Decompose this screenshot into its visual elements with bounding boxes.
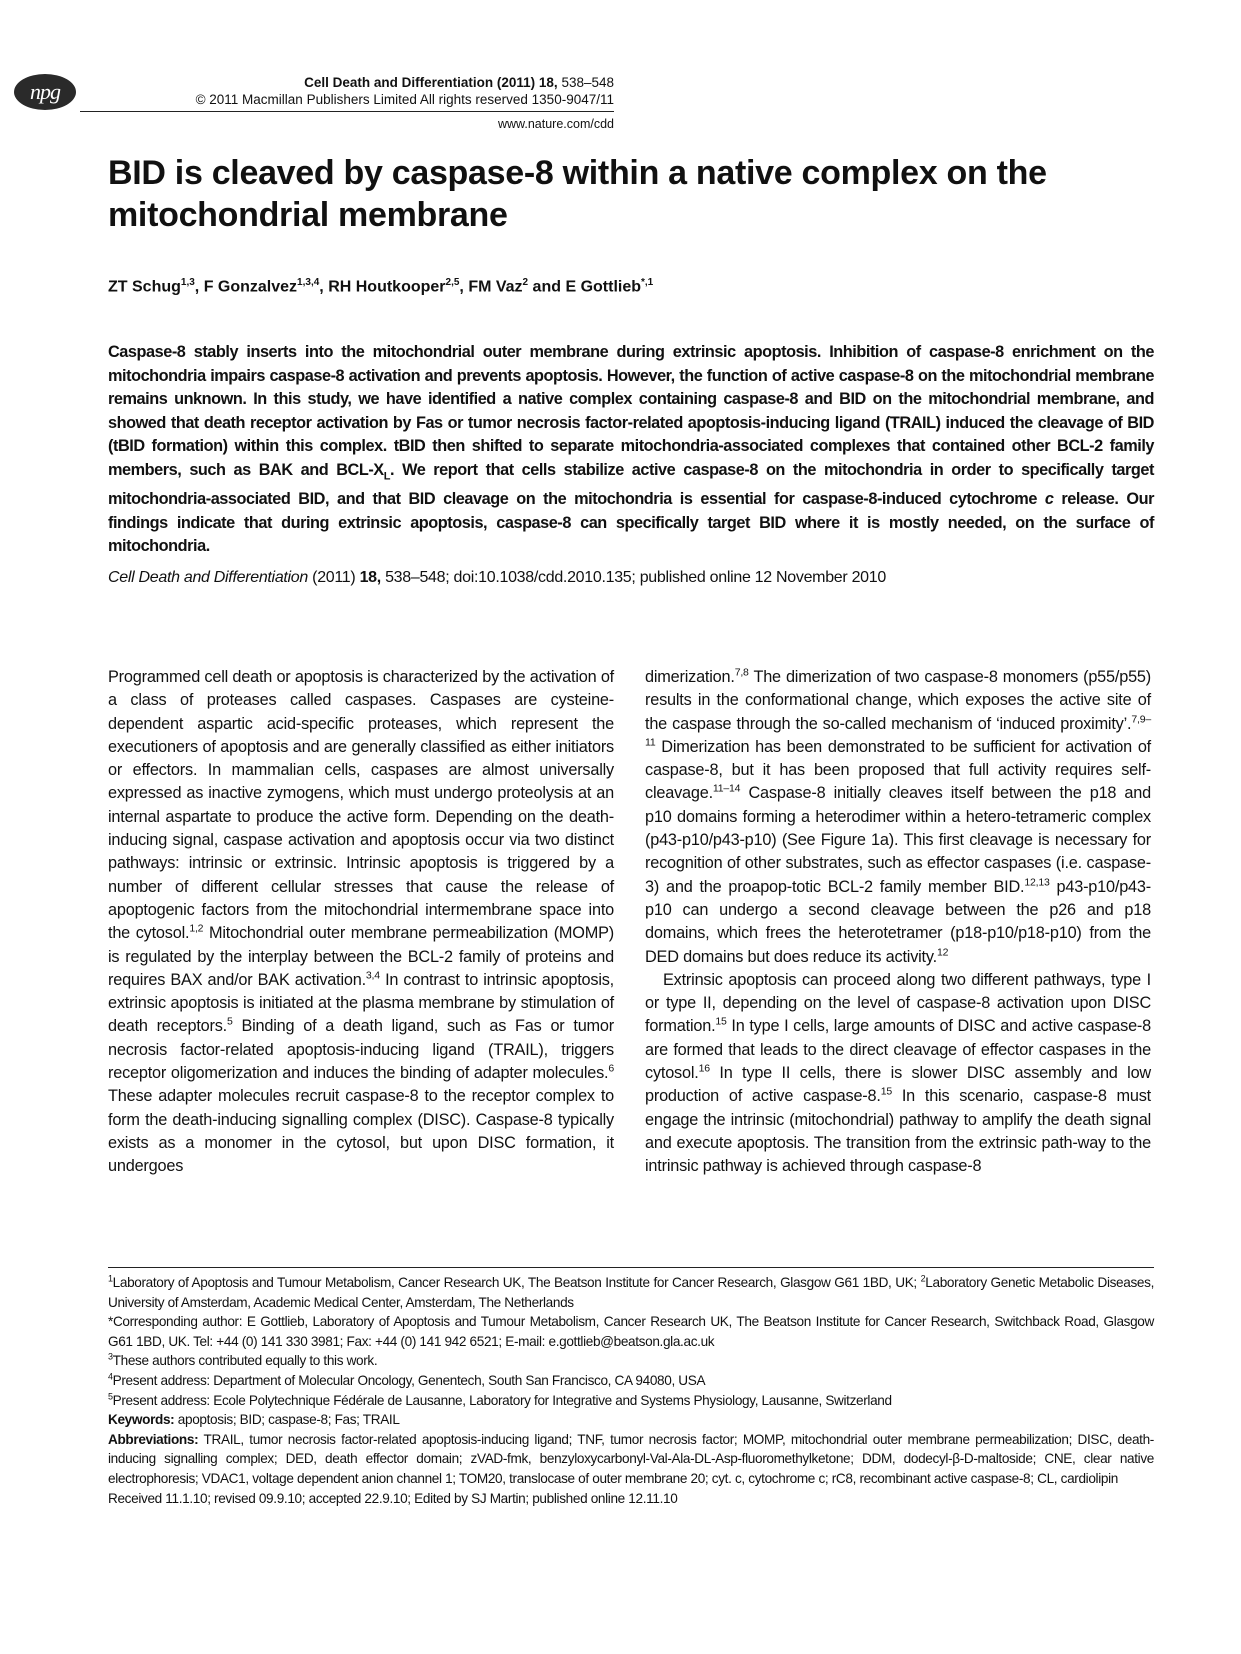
author-separator: , [459,278,469,296]
body-text: These adapter molecules recruit caspase-8 to the receptor complex to form the death-inducing signalling complex (DISC). Caspase-8 typically exists as a monomer in the cytosol, but upon DISC formation, it undergoes [108,1087,614,1176]
author-affiliation: 1,3 [180,277,195,288]
publisher-logo: npg [14,74,76,110]
citation-volume: 18, [359,569,381,586]
body-paragraph [645,969,1151,1179]
body-text: p43-p10/p43-p10 can undergo a second cleavage between the p26 and p18 domains, which frees the heterotetramer (p18-p10/p18-p10) from the DED domains but does reduce its activity. [645,877,1151,966]
journal-url[interactable]: www.nature.com/cdd [497,117,614,131]
reference-marker[interactable]: 3,4 [365,969,380,982]
body-text: Laboratory of Apoptosis and Tumour Metabolism, Cancer Research UK, The Beatson Institute for Cancer Research, Glasgow G61 1BD, UK; [112,1275,921,1290]
reference-marker[interactable]: 1,2 [189,922,204,935]
author-name: RH Houtkooper [328,278,446,296]
author-separator: , [319,278,329,296]
body-paragraph [108,666,614,1179]
footnote-marker: 4 [108,1371,113,1382]
copyright-line: © 2011 Macmillan Publishers Limited All rights reserved 1350-9047/11 [195,92,614,107]
citation-year: (2011) [308,569,360,586]
body-text: dimerization. [645,668,735,686]
journal-pages: 538–548 [561,75,614,90]
reference-marker[interactable]: 16 [698,1062,710,1075]
footnote-marker: 3 [108,1351,113,1362]
affiliations-note [108,1273,1154,1312]
reference-marker[interactable]: 15 [715,1016,727,1029]
body-text: Extrinsic apoptosis can proceed along two different pathways, type I or type II, depending on the level of caspase-8 activation upon DISC formation. [645,970,1151,1036]
reference-marker[interactable]: 15 [880,1085,892,1098]
reference-marker[interactable]: 2 [920,1273,926,1284]
body-text: Mitochondrial outer membrane permeabilization (MOMP) is regulated by the interplay between the BCL-2 family of proteins and requires BAX and/or BAK activation. [108,924,615,989]
footnote-text: Present address: Department of Molecular Oncology, Genentech, South San Francisco, CA 94080, USA [112,1372,706,1388]
body-text: Programmed cell death or apoptosis is characterized by the activation of a class of proteases called caspases. Caspases are cysteine-dependent aspartic acid-specific proteases, which represent the executioners of apoptosis and are generally classified as either initiators or effectors. In mammalian cells, caspases are almost universally expressed as inactive zymogens, which must undergo proteolysis at an internal aspartate to produce the active form. Depending on the death-inducing signal, caspase activation and apoptosis occur via two distinct pathways: intrinsic or extrinsic. Intrinsic apoptosis is triggered by a number of different cellular stresses that cause the release of apoptogenic factors from the mitochondrial intermembrane space into the cytosol. [108,668,614,943]
abstract-text-1: Caspase-8 stably inserts into the mitochondrial outer membrane during extrinsic apoptosis. Inhibition of caspase-8 enrichment on the mitochondria impairs caspase-8 activation and prevents apoptosis. However, the function of active caspase-8 on the mitochondrial membrane remains unknown. In this study, we have identified a native complex containing caspase-8 and BID on the mitochondrial membrane, and showed that death receptor activation by Fas or tumor necrosis factor-related apoptosis-inducing ligand (TRAIL) induced the cleavage of BID (tBID formation) within this complex. tBID then shifted to separate mitochondria-associated complexes that contained other BCL-2 family members, such as BAK and BCL-X [108,343,1154,479]
reference-marker[interactable]: 11–14 [712,783,741,796]
author-name: ZT Schug [108,278,181,296]
reference-marker[interactable]: 5 [226,1016,233,1029]
author-affiliation: 2 [522,277,529,288]
corresponding-author-note: *Corresponding author: E Gottlieb, Laboratory of Apoptosis and Tumour Metabolism, Cancer Research UK, The Beatson Institute for Cancer Research, Switchback Road, Glasgow G61 1BD, UK. Tel: +44 (0) 141 330 3981; Fax: +44 (0) 141 942 6521; E-mail: e.gottlieb@beatson.gla.ac.uk [108,1314,1154,1349]
journal-header [80,74,614,108]
author-name: F Gonzalvez [203,278,298,296]
body-text: In type II cells, there is slower DISC assembly and low production of active caspase-8. [645,1064,1151,1106]
footnotes [108,1273,1154,1508]
article-title: BID is cleaved by caspase-8 within a native complex on the mitochondrial membrane [108,154,1047,234]
reference-marker[interactable]: 7,8 [734,666,749,679]
author-separator: and [528,278,566,296]
body-column-right [645,666,1151,1179]
present-address-note [108,1391,1154,1411]
reference-marker[interactable]: 12,13 [1024,876,1050,889]
footnote-divider [108,1267,1154,1268]
reference-marker[interactable]: 12 [936,946,949,959]
present-address-note [108,1371,1154,1391]
abbreviations-text: TRAIL, tumor necrosis factor-related apoptosis-inducing ligand; TNF, tumor necrosis factor; MOMP, mitochondrial outer membrane permeabilization; DISC, death-inducing signalling complex; DED, death effector domain; zVAD-fmk, benzyloxycarbonyl-Val-Ala-DL-Asp-fluoromethylketone; DDM, dodecyl-β-D-maltoside; CNE, clear native electrophoresis; VDAC1, voltage dependent anion channel 1; TOM20, translocase of outer membrane 20; cyt. c, cytochrome c; rC8, recombinant active caspase-8; CL, cardiolipin [108,1431,1154,1486]
abstract-subscript: L [383,469,390,482]
equal-contribution-note [108,1351,1154,1371]
header-divider [80,111,614,112]
body-column-left [108,666,614,1179]
body-text: The dimerization of two caspase-8 monomers (p55/p55) results in the conformational change, which exposes the active site of the caspase through the so-called mechanism of ‘induced proximity’. [645,668,1151,733]
abbreviations [108,1430,1154,1489]
footnote-text: Present address: Ecole Polytechnique Fédérale de Lausanne, Laboratory for Integrative and Systems Physiology, Lausanne, Switzerland [112,1392,892,1408]
author-name: FM Vaz [468,278,523,296]
body-text: Laboratory Genetic Metabolic Diseases, University of Amsterdam, Academic Medical Center, Amsterdam, The Netherlands [108,1275,1155,1310]
citation-details: 538–548; doi:10.1038/cdd.2010.135; published online 12 November 2010 [380,569,886,586]
footnote-marker: 5 [108,1391,113,1402]
author-affiliation: 1,3,4 [297,277,320,288]
author-affiliation: 2,5 [445,277,460,288]
body-text: Dimerization has been demonstrated to be sufficient for activation of caspase-8, but it has been proposed that full activity requires self-cleavage. [645,737,1151,803]
body-text: Caspase-8 initially cleaves itself between the p18 and p10 domains forming a heterodimer within a hetero-tetrameric complex (p43-p10/p43-p10) (See Figure 1a). This first cleavage is necessary for recognition of other substrates, such as effector caspases (i.e. caspase-3) and the proapop-totic BCL-2 family member BID. [645,784,1151,896]
author-affiliation: *,1 [641,277,654,288]
abstract-text-3: release. Our findings indicate that during extrinsic apoptosis, caspase-8 can specifically target BID where it is mostly needed, on the surface of mitochondria. [108,490,1154,556]
keywords-label: Keywords: [108,1412,175,1428]
body-text: In contrast to intrinsic apoptosis, extrinsic apoptosis is initiated at the plasma membrane by stimulation of death receptors. [108,970,614,1036]
reference-marker[interactable]: 7,9–11 [645,713,1151,749]
reference-marker[interactable]: 6 [608,1062,614,1075]
citation-line [108,569,1154,587]
abbreviations-label: Abbreviations: [108,1431,199,1447]
author-list [108,277,1158,296]
footnote-text: These authors contributed equally to this work. [112,1353,378,1369]
received-dates: Received 11.1.10; revised 09.9.10; accepted 22.9.10; Edited by SJ Martin; published online 12.11.10 [108,1490,678,1506]
body-paragraph [645,666,1151,969]
abstract [108,341,1154,559]
keywords-text: apoptosis; BID; caspase-8; Fas; TRAIL [174,1412,400,1428]
author-name: E Gottlieb [565,278,642,296]
abstract-text-2: . We report that cells stabilize active caspase-8 on the mitochondria in order to specifically target mitochondria-associated BID, and that BID cleavage on the mitochondria is essential for caspase-8-induced cytochrome [108,460,1154,509]
author-separator: , [194,278,204,296]
citation-journal: Cell Death and Differentiation [108,569,309,586]
body-text: Binding of a death ligand, such as Fas or tumor necrosis factor-related apoptosis-inducing ligand (TRAIL), triggers receptor oligomerization and induces the binding of adapter molecules. [108,1017,614,1083]
body-text: In this scenario, caspase-8 must engage the intrinsic (mitochondrial) pathway to amplify the death signal and execute apoptosis. The transition from the extrinsic path-way to the intrinsic pathway is achieved through caspase-8 [645,1087,1151,1176]
keywords [108,1410,1154,1430]
body-text: In type I cells, large amounts of DISC and active caspase-8 are formed that leads to the direct cleavage of effector caspases in the cytosol. [645,1017,1151,1083]
abstract-italic: c [1044,490,1054,509]
journal-citation: Cell Death and Differentiation (2011) 18, [304,75,558,90]
reference-marker[interactable]: 1 [108,1273,113,1284]
